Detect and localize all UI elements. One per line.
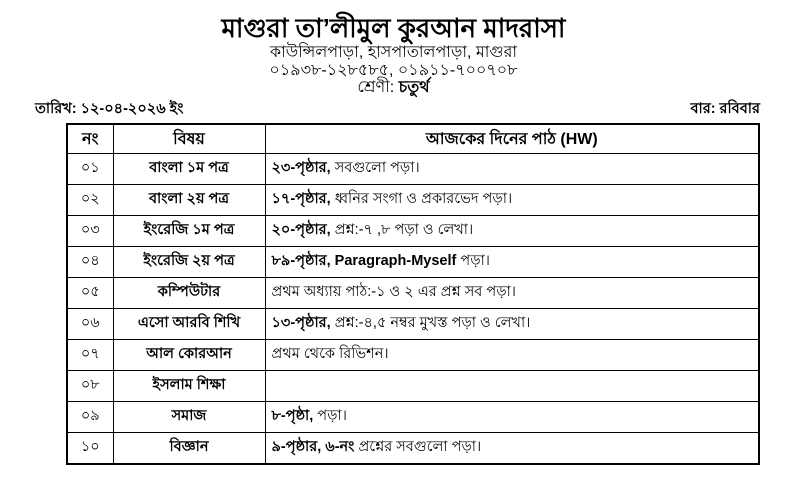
table-row (67, 371, 759, 402)
table-row (67, 340, 759, 371)
class-label: শ্রেণী: (357, 79, 395, 96)
homework-detail: পড়া। (456, 253, 490, 269)
homework-detail: প্রথম থেকে রিভিশন। (271, 346, 389, 362)
header-homework: আজকের দিনের পাঠ (HW) (265, 124, 759, 154)
homework-detail: প্রথম অধ্যায় পাঠ:-১ ও ২ এর প্রশ্ন সব পড়া। (271, 284, 516, 300)
table-row (67, 247, 759, 278)
table-row (67, 278, 759, 309)
subject-cell: কম্পিউটার (113, 278, 265, 309)
homework-detail: প্রশ্নের সবগুলো পড়া। (354, 439, 482, 455)
table-row (67, 433, 759, 465)
document-header (0, 0, 787, 97)
class-value: চতুর্থ (398, 79, 430, 96)
row-number-cell: ০৯ (67, 402, 113, 433)
date-text: তারিখ: ১২-০৪-২০২৬ ইং (35, 101, 184, 117)
homework-page-ref: ৮৯-পৃষ্ঠার, Paragraph-Myself (271, 253, 457, 269)
row-number-cell: ০৮ (67, 371, 113, 402)
homework-table-body (67, 154, 759, 465)
subject-cell: ইংরেজি ১ম পত্র (113, 216, 265, 247)
table-row (67, 402, 759, 433)
homework-page-ref: ২৩-পৃষ্ঠার, (271, 160, 331, 176)
row-number-cell: ০৫ (67, 278, 113, 309)
phone-numbers: ০১৯৩৮-১২৮৫৮৫, ০১৯১১-৭০০৭০৮ (269, 62, 518, 79)
homework-table (66, 123, 760, 465)
homework-cell (265, 402, 759, 433)
subject-cell: বাংলা ১ম পত্র (113, 154, 265, 185)
madrasa-title: মাগুরা তা’লীমুল কুরআন মাদরাসা (221, 13, 566, 43)
day-text: বার: রবিবার (690, 101, 760, 117)
row-number-cell: ০১ (67, 154, 113, 185)
subject-cell: বিজ্ঞান (113, 433, 265, 465)
homework-cell (265, 433, 759, 465)
homework-page-ref: ২০-পৃষ্ঠার, (271, 222, 331, 238)
subject-cell: সমাজ (113, 402, 265, 433)
homework-page-ref: ৯-পৃষ্ঠার, ৬-নং (271, 439, 355, 455)
table-row (67, 185, 759, 216)
homework-cell (265, 278, 759, 309)
homework-page-ref: ১৭-পৃষ্ঠার, (271, 191, 331, 207)
homework-cell (265, 309, 759, 340)
subject-cell: আল কোরআন (113, 340, 265, 371)
homework-cell (265, 371, 759, 402)
homework-cell (265, 185, 759, 216)
row-number-cell: ০৪ (67, 247, 113, 278)
homework-cell (265, 247, 759, 278)
meta-row (0, 98, 787, 123)
row-number-cell: ০৬ (67, 309, 113, 340)
row-number-cell: ১০ (67, 433, 113, 465)
homework-detail: ধ্বনির সংগা ও প্রকারভেদ পড়া। (330, 191, 513, 207)
homework-detail: প্রশ্ন:-৪,৫ নম্বর মুখস্ত পড়া ও লেখা। (330, 315, 531, 331)
row-number-cell: ০৭ (67, 340, 113, 371)
homework-cell (265, 340, 759, 371)
class-line (0, 79, 787, 97)
header-serial: নং (67, 124, 113, 154)
homework-detail: পড়া। (313, 408, 347, 424)
homework-detail: প্রশ্ন:-৭ ,৮ পড়া ও লেখা। (330, 222, 474, 238)
homework-cell (265, 154, 759, 185)
subject-cell: ইসলাম শিক্ষা (113, 371, 265, 402)
table-row (67, 309, 759, 340)
row-number-cell: ০২ (67, 185, 113, 216)
homework-cell (265, 216, 759, 247)
table-header-row (67, 124, 759, 154)
homework-detail: সবগুলো পড়া। (330, 160, 420, 176)
table-row (67, 216, 759, 247)
header-subject: বিষয় (113, 124, 265, 154)
subject-cell: বাংলা ২য় পত্র (113, 185, 265, 216)
row-number-cell: ০৩ (67, 216, 113, 247)
homework-page-ref: ৮-পৃষ্ঠা, (271, 408, 314, 424)
subject-cell: এসো আরবি শিখি (113, 309, 265, 340)
madrasa-address: কাউন্সিলপাড়া, হাসপাতালপাড়া, মাগুরা (269, 44, 518, 61)
table-row (67, 154, 759, 185)
subject-cell: ইংরেজি ২য় পত্র (113, 247, 265, 278)
homework-page-ref: ১৩-পৃষ্ঠার, (271, 315, 331, 331)
